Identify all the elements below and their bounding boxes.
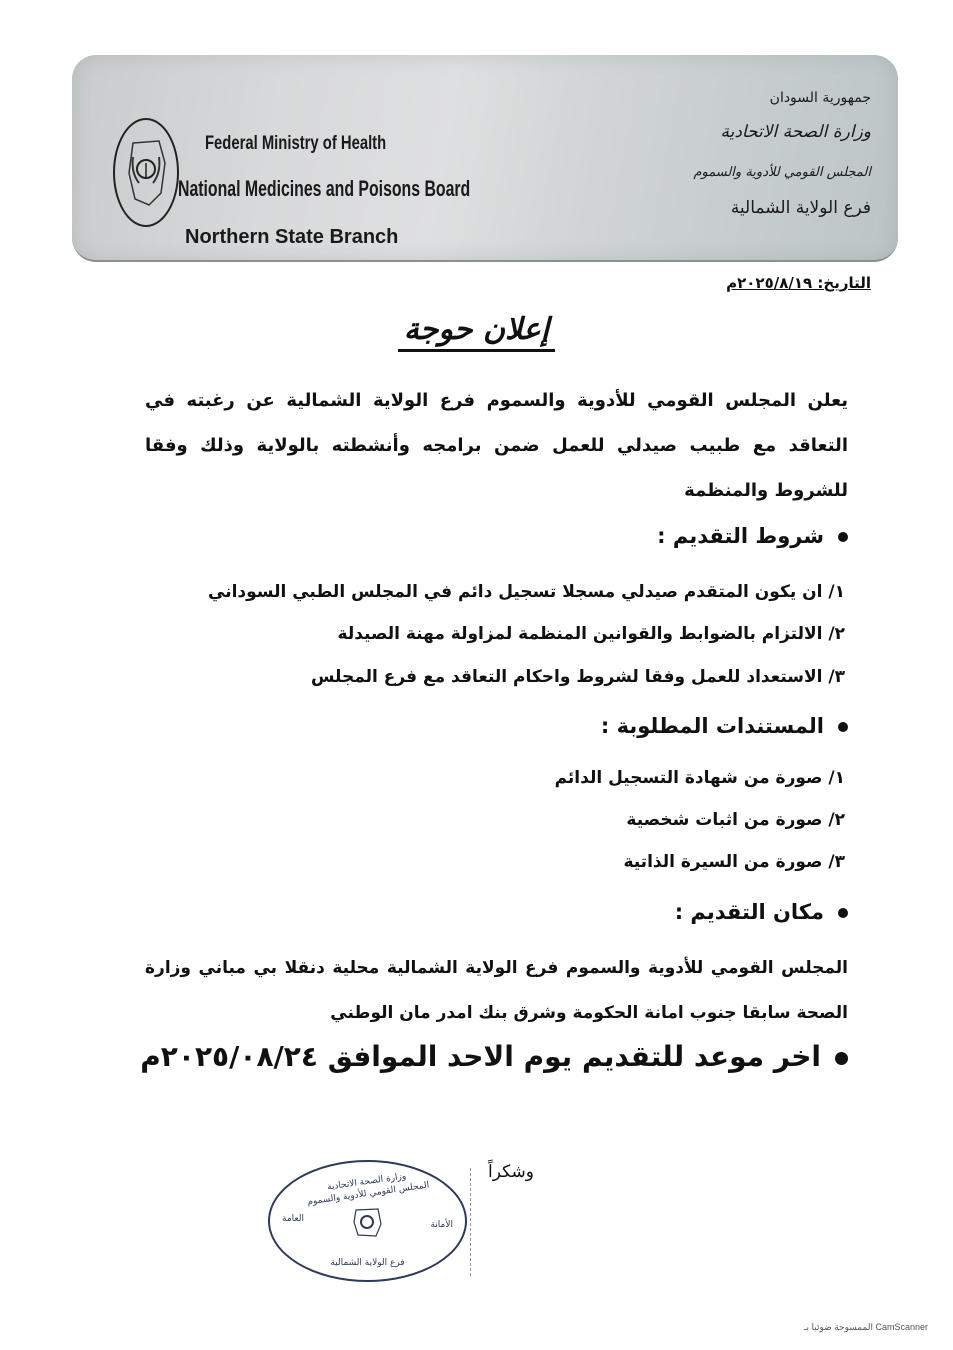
announcement-title: إعلان حوجة bbox=[398, 312, 555, 352]
branch-name-en: Northern State Branch bbox=[185, 226, 399, 248]
place-description: المجلس القومي للأدوية والسموم فرع الولاية الشمالية محلية دنقلا بي مباني وزارة الصحة سابقا جنوب امانة الحكومة وشرق بنك امدر مان الوطني bbox=[145, 958, 848, 1023]
bullet-icon bbox=[838, 908, 848, 918]
ministry-emblem-icon bbox=[113, 118, 179, 227]
bullet-icon bbox=[838, 722, 848, 732]
bullet-icon bbox=[838, 532, 848, 542]
ministry-name-en: Federal Ministry of Health bbox=[205, 133, 387, 154]
emblem-graphic bbox=[121, 133, 171, 213]
stamp-right-text: الأمانة bbox=[430, 1220, 453, 1230]
requirements-heading-text: شروط التقديم : bbox=[657, 524, 824, 548]
official-stamp bbox=[268, 1160, 467, 1282]
bullet-icon bbox=[835, 1052, 848, 1065]
document-item: ٢/ صورة من اثبات شخصية bbox=[626, 810, 845, 830]
closing-thanks: وشكراً bbox=[488, 1162, 534, 1182]
requirement-item: ١/ ان يكون المتقدم صيدلي مسجلا تسجيل دائم في المجلس الطبي السوداني bbox=[208, 582, 845, 602]
stamp-top-text: وزارة الصحة الاتحادية المجلس القومي للأدوية والسموم bbox=[306, 1171, 430, 1208]
stamp-emblem-icon bbox=[350, 1206, 384, 1240]
divider bbox=[470, 1168, 472, 1276]
documents-heading bbox=[601, 714, 848, 738]
place-heading bbox=[675, 900, 848, 924]
country-name-ar: جمهورية السودان bbox=[769, 90, 871, 106]
stamp-bottom-text: فرع الولاية الشمالية bbox=[330, 1258, 405, 1268]
document-item: ١/ صورة من شهادة التسجيل الدائم bbox=[554, 768, 845, 788]
document-date: التاريخ: ٢٠٢٥/٨/١٩م bbox=[726, 274, 871, 292]
deadline-text: اخر موعد للتقديم يوم الاحد الموافق ٢٠٢٥/٠٨/٢٤م bbox=[140, 1040, 821, 1073]
requirements-heading bbox=[657, 524, 848, 548]
ministry-name-ar: وزارة الصحة الاتحادية bbox=[720, 122, 871, 142]
intro-paragraph: يعلن المجلس القومي للأدوية والسموم فرع الولاية الشمالية عن رغبته في التعاقد مع طبيب صيدلي للعمل ضمن برامجه وأنشطته بالولاية وذلك وفقا للشروط والمنظمة bbox=[145, 390, 848, 501]
branch-name-ar: فرع الولاية الشمالية bbox=[730, 198, 871, 218]
announcement-title-wrap bbox=[0, 312, 953, 347]
requirement-item: ٢/ الالتزام بالضوابط والقوانين المنظمة لمزاولة مهنة الصيدلة bbox=[337, 624, 845, 644]
scanner-watermark: الممسوحة ضوئيا بـ CamScanner bbox=[803, 1322, 928, 1332]
stamp-left-text: العامة bbox=[282, 1214, 304, 1224]
documents-heading-text: المستندات المطلوبة : bbox=[600, 714, 824, 738]
place-heading-text: مكان التقديم : bbox=[674, 900, 824, 924]
board-name-en: National Medicines and Poisons Board bbox=[178, 176, 471, 201]
requirement-item: ٣/ الاستعداد للعمل وفقا لشروط واحكام التعاقد مع فرع المجلس bbox=[310, 667, 845, 687]
deadline bbox=[140, 1040, 848, 1073]
document-item: ٣/ صورة من السيرة الذاتية bbox=[623, 852, 845, 872]
board-name-ar: المجلس القومي للأدوية والسموم bbox=[693, 165, 871, 180]
